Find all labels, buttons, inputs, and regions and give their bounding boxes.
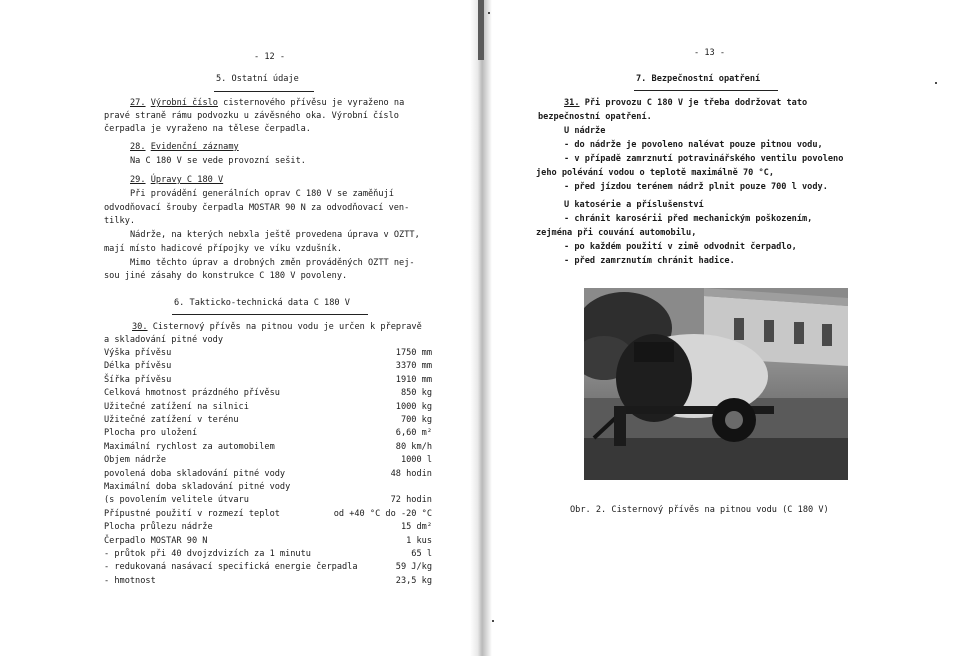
spec-row xyxy=(104,562,432,574)
p30-number: 30. xyxy=(132,322,148,332)
spec-value: 1 kus xyxy=(406,535,432,546)
paragraph-28-line-1: Na C 180 V se vede provozní sešit. xyxy=(130,156,306,166)
spec-value: 65 l xyxy=(411,549,432,559)
body-item-1: - chránit karosérii před mechanickým poškozením, xyxy=(564,214,813,224)
spec-value: 1000 kg xyxy=(395,401,432,412)
p31-number: 31. xyxy=(564,98,580,108)
p28-title: Evidenční záznamy xyxy=(150,142,239,152)
spec-row xyxy=(104,509,432,521)
scan-speck xyxy=(935,82,937,84)
tank-item-4: - před jízdou terénem nádrž plnit pouze 700 l vody. xyxy=(564,182,828,192)
paragraph-27-line-1 xyxy=(130,98,404,108)
spec-label: Přípustné použití v rozmezí teplot xyxy=(104,508,280,519)
section-7-underline xyxy=(634,90,778,91)
paragraph-27-line-2: pravé straně rámu podvozku u závěsného oka. Výrobní číslo xyxy=(104,111,399,121)
spec-value: 3370 mm xyxy=(395,361,432,372)
section-6-underline xyxy=(172,314,368,315)
p29-number: 29. xyxy=(130,175,146,185)
tank-item-1: - do nádrže je povoleno nalévat pouze pitnou vodu, xyxy=(564,140,823,150)
spec-row xyxy=(104,388,432,400)
spec-value: 1910 mm xyxy=(395,374,432,385)
book-fold xyxy=(470,0,492,656)
paragraph-29-line-2: odvodňovací šrouby čerpadla MOSTAR 90 N za odvodňovací ven- xyxy=(104,203,410,213)
spec-label: Maximální doba skladování pitné vody xyxy=(104,482,291,492)
binding-shadow xyxy=(478,0,484,60)
spec-row xyxy=(104,442,432,454)
spec-label: - redukovaná nasávací specifická energie čerpadla xyxy=(104,562,358,573)
tank-item-2: - v případě zamrznutí potravinářského ventilu povoleno xyxy=(564,154,844,164)
spec-value: 700 kg xyxy=(400,415,432,425)
spec-row xyxy=(104,402,432,414)
spec-label: - hmotnost xyxy=(104,575,156,586)
figure-caption: Obr. 2. Cisternový přívěs na pitnou vodu (C 180 V) xyxy=(570,505,829,515)
spec-value: od +40 °C do -20 °C xyxy=(333,508,432,519)
p27-text-1: cisternového přívěsu je vyraženo na xyxy=(217,98,405,108)
spec-row xyxy=(104,536,432,548)
spec-value: 6,60 m² xyxy=(395,428,432,439)
spec-value: 23,5 kg xyxy=(395,575,432,586)
spec-row xyxy=(104,428,432,440)
spec-row xyxy=(104,375,432,387)
tank-item-3: jeho polévání vodou o teplotě maximálně 70 °C, xyxy=(536,168,774,178)
spec-table xyxy=(104,348,434,592)
paragraph-30-line-1 xyxy=(132,322,422,332)
left-page xyxy=(104,0,464,656)
p30-text-1: Cisternový přívěs na pitnou vodu je určen k přepravě xyxy=(147,322,422,332)
spec-row xyxy=(104,495,432,507)
spec-label: - průtok při 40 dvojzdvizích za 1 minutu xyxy=(104,549,311,559)
paragraph-31-line-2: bezpečnostní opatření. xyxy=(538,112,652,122)
spec-row xyxy=(104,482,432,494)
spec-label: Užitečné zatížení na silnici xyxy=(104,401,249,412)
spec-row xyxy=(104,455,432,467)
p27-title: Výrobní číslo xyxy=(150,98,218,108)
paragraph-30-line-2: a skladování pitné vody xyxy=(104,335,223,345)
spec-value: 1000 l xyxy=(400,455,432,466)
spec-row xyxy=(104,549,432,561)
p27-number: 27. xyxy=(130,98,146,108)
paragraph-29-title xyxy=(130,175,223,185)
section-6-heading: 6. Takticko-technická data C 180 V xyxy=(174,298,350,308)
body-item-2: zejména při couvání automobilu, xyxy=(536,228,697,238)
spec-label: Šířka přívěsu xyxy=(104,374,172,385)
spec-label: Užitečné zatížení v terénu xyxy=(104,415,239,425)
section-5-underline xyxy=(214,91,314,92)
body-heading: U katosérie a příslušenství xyxy=(564,200,704,210)
spec-value: 15 dm² xyxy=(400,522,432,533)
spec-row xyxy=(104,522,432,534)
spec-value: 72 hodin xyxy=(390,495,432,506)
spec-value: 80 km/h xyxy=(395,441,432,452)
body-item-3: - po každém použití v zimě odvodnit čerpadlo, xyxy=(564,242,797,252)
p29-title: Úpravy C 180 V xyxy=(150,175,224,185)
spec-label: Čerpadlo MOSTAR 90 N xyxy=(104,535,208,546)
tank-trailer-photo xyxy=(584,288,848,480)
spec-row xyxy=(104,576,432,588)
spec-label: (s povolením velitele útvaru xyxy=(104,495,249,506)
paragraph-29-line-7: sou jiné zásahy do konstrukce C 180 V povoleny. xyxy=(104,271,348,281)
spec-value: 850 kg xyxy=(400,388,432,399)
paragraph-29-line-5: mají místo hadicové přípojky ve víku vzdušník. xyxy=(104,244,342,254)
spec-label: Celková hmotnost prázdného přívěsu xyxy=(104,388,280,399)
section-7-heading: 7. Bezpečnostní opatření xyxy=(636,74,761,84)
spec-row xyxy=(104,348,432,360)
paragraph-29-line-6: Mimo těchto úprav a drobných změn prováděných OZTT nej- xyxy=(130,258,415,268)
body-item-4: - před zamrznutím chránit hadice. xyxy=(564,256,735,266)
spec-label: Objem nádrže xyxy=(104,455,167,466)
spec-value: 59 J/kg xyxy=(395,562,432,573)
spec-row xyxy=(104,361,432,373)
spec-label: Výška přívěsu xyxy=(104,348,172,358)
scan-speck xyxy=(488,12,490,14)
tank-heading: U nádrže xyxy=(564,126,606,136)
p28-number: 28. xyxy=(130,142,146,152)
paragraph-29-line-4: Nádrže, na kterých nebxla ještě provedena úprava v OZTT, xyxy=(130,230,420,240)
spec-label: Maximální rychlost za automobilem xyxy=(104,441,275,452)
scan-speck xyxy=(492,620,494,622)
spec-label: Délka přívěsu xyxy=(104,361,172,372)
p31-text-1: Při provozu C 180 V je třeba dodržovat tato xyxy=(579,98,808,108)
section-5-heading: 5. Ostatní údaje xyxy=(216,74,299,84)
page-number-right: - 13 - xyxy=(694,48,726,58)
paragraph-31-line-1 xyxy=(564,98,807,108)
spec-label: Plocha průlezu nádrže xyxy=(104,522,213,533)
spec-label: Plocha pro uložení xyxy=(104,428,198,439)
paragraph-27-line-3: čerpadla je vyraženo na tělese čerpadla. xyxy=(104,124,311,134)
paragraph-28-title xyxy=(130,142,239,152)
spec-row xyxy=(104,469,432,481)
paragraph-29-line-3: tilky. xyxy=(104,216,136,226)
paragraph-29-line-1: Při provádění generálních oprav C 180 V se zaměňují xyxy=(130,189,394,199)
spec-row xyxy=(104,415,432,427)
tank-trailer-illustration xyxy=(584,288,848,480)
spec-value: 1750 mm xyxy=(395,348,432,358)
spec-label: povolená doba skladování pitné vody xyxy=(104,468,286,479)
page-number-left: - 12 - xyxy=(254,52,286,62)
spec-value: 48 hodin xyxy=(390,468,432,479)
